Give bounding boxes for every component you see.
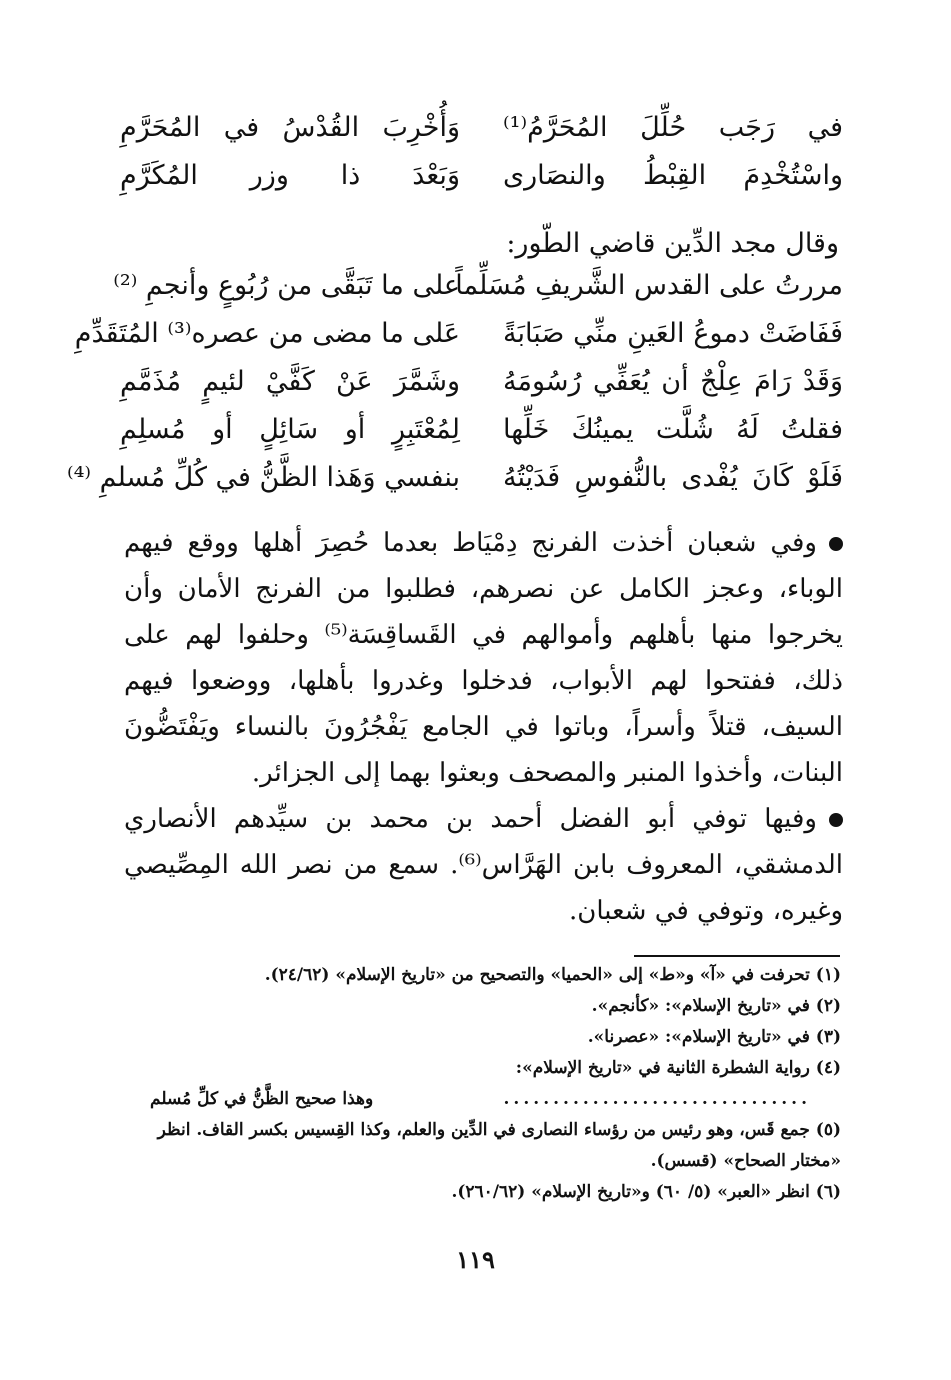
- verse-row: [120, 112, 843, 160]
- footnote-3: (٣) في «تاريخ الإسلام»: «عصرنا».: [587, 1027, 841, 1047]
- bullet-icon: [829, 537, 843, 551]
- verse-variant: وهذا صحيح الظَّنُّ في كلِّ مُسلم: [150, 1089, 374, 1109]
- verse-dots: ...............................: [503, 1089, 811, 1109]
- verse-hemistich-left: على ما تَبَقَّى من رُبُوعٍ وأنجمِ ⁽²⁾: [113, 270, 460, 301]
- page-number: ١١٩: [456, 1245, 495, 1274]
- verse-hemistich-left: وَبَعْدَ ذا وزر المُكَرَّمِ: [120, 160, 460, 191]
- verse-hemistich-right: في رَجَب حُلِّلَ المُحَرَّمُ⁽¹⁾: [503, 112, 843, 143]
- paragraph-damietta: [124, 520, 843, 796]
- footnote-6: (٦) انظر «العبر» (٥/ ٦٠) و«تاريخ الإسلام» (٢٦٠/٦٢).: [451, 1182, 841, 1202]
- verse-row: [120, 414, 843, 462]
- bullet-icon: [829, 813, 843, 827]
- verse-hemistich-left: وشَمَّرَ عَنْ كَفَّيْ لئيمٍ مُذَمَّمِ: [120, 366, 460, 397]
- verse-hemistich-right: مررتُ على القدس الشَّريفِ مُسَلِّماً: [455, 270, 843, 301]
- verse-block-top: [120, 112, 843, 208]
- paragraph-obituary: [124, 796, 843, 934]
- verse-row: [74, 318, 843, 366]
- verse-hemistich-left: عَلى ما مضى من عصره⁽³⁾ المُتَقَدِّمِ: [74, 318, 460, 349]
- verse-hemistich-right: فقلتُ لَهُ شُلَّت يمينُكَ خَلِّها: [503, 414, 843, 445]
- verse-row: [120, 160, 843, 208]
- paragraph-text: وفي شعبان أخذت الفرنج دِمْيَاط بعدما حُصِرَ أهلها ووقع فيهم الوباء، وعجز الكامل عن نصرهم، فطلبوا من الفرنج الأمان وأن يخرجوا منها بأهلهم وأموالهم في القَساقِسَة⁽⁵⁾ وحلفوا لهم على ذلك، ففتحوا لهم الأبواب، فدخلوا وغدروا بأهلها، ووضعوا فيهم السيف، قتلاً وأسراً، وباتوا في الجامع يَفْجُرُونَ بالنساء ويَفْتَضُّونَ البنات، وأخذوا المنبر والمصحف وبعثوا بهما إلى الجزائر.: [124, 528, 843, 788]
- verse-hemistich-right: وَقَدْ رَامَ عِلْجٌ أن يُعَفِّي رُسُومَهُ: [503, 366, 843, 397]
- verse-block-main: [66, 270, 843, 510]
- verse-hemistich-right: فَلَوْ كَانَ يُفْدى بالنُّفوسِ فَدَيْتُهُ: [503, 462, 843, 493]
- footnote-2: (٢) في «تاريخ الإسلام»: «كأنجم».: [591, 996, 841, 1016]
- verse-hemistich-right: واسْتُخْدِمَ القِبْطُ والنصَارى: [503, 160, 843, 191]
- verse-row: [66, 462, 843, 510]
- verse-hemistich-right: فَفَاضَتْ دموعُ العَينِ منِّي صَبَابَةً: [503, 318, 843, 349]
- verse-hemistich-left: وَأُخْرِبَ القُدْسُ في المُحَرَّمِ: [120, 112, 460, 143]
- verse-hemistich-left: لِمُعْتَبِرٍ أو سَائِلٍ أو مُسلِمِ: [120, 414, 460, 445]
- footnotes: [120, 960, 841, 1208]
- footnote-4-verse: [120, 1084, 841, 1115]
- footnote-5: (٥) جمع قَس، وهو رئيس من رؤساء النصارى في الدِّين والعلم، وكذا القِسيس بكسر القاف. انظر «مختار الصحاح» (قسس).: [157, 1120, 841, 1171]
- footnote-4: (٤) رواية الشطرة الثانية في «تاريخ الإسلام»:: [515, 1058, 841, 1078]
- footnote-divider: [634, 955, 840, 957]
- verse-row: [120, 366, 843, 414]
- verse-hemistich-left: بنفسي وَهَذا الظَّنُّ في كُلِّ مُسلمِ ⁽⁴⁾: [66, 462, 460, 493]
- verse-row: [113, 270, 843, 318]
- poem-intro: وقال مجد الدِّين قاضي الطّور:: [506, 228, 839, 259]
- footnote-1: (١) تحرفت في «آ» و«ط» إلى «الحميا» والتصحيح من «تاريخ الإسلام» (٢٤/٦٢).: [264, 965, 841, 985]
- paragraph-text: وفيها توفي أبو الفضل أحمد بن محمد بن سيِّدهم الأنصاري الدمشقي، المعروف بابن الهَرَّاس⁽⁶⁾. سمع من نصر الله المِصِّيصي وغيره، وتوفي في شعبان.: [124, 804, 843, 926]
